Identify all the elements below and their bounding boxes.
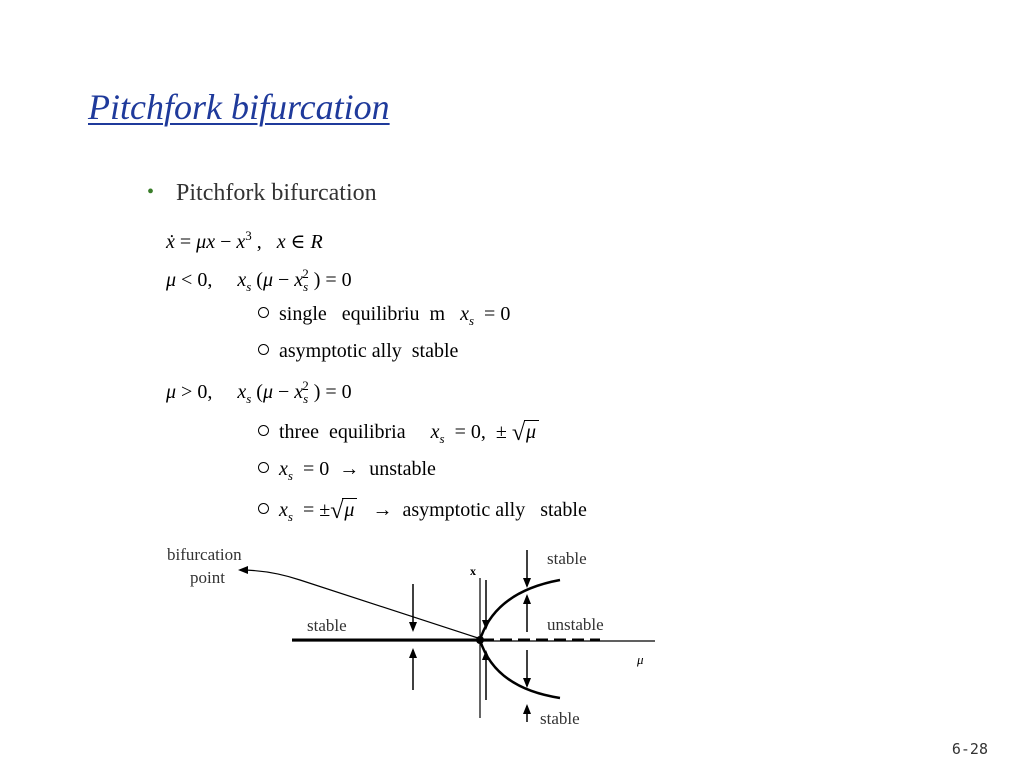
- stable-top-label: stable: [547, 549, 587, 568]
- x-axis-label: x: [470, 564, 476, 578]
- case2-item-1: three equilibria $x_s = 0$, ± √μ: [258, 420, 539, 447]
- case1-item-2: asymptotic ally stable: [258, 340, 458, 363]
- case2-item-3: $x_s = \pm√\mu$ → asymptotic ally stable: [258, 498, 587, 525]
- case2-equation: μ > 0, $x_s$ ($\mu - x_s^2$ ) = 0: [166, 378, 352, 406]
- page-title: Pitchfork bifurcation: [88, 87, 390, 127]
- stable-bottom-label: stable: [540, 709, 580, 728]
- bullet-text: Pitchfork bifurcation: [176, 180, 377, 206]
- page-number: 6-28: [951, 740, 988, 758]
- bifurcation-pointer-arrow: [240, 570, 478, 638]
- case2-item-2: $x_s = 0$ → unstable: [258, 458, 436, 484]
- bullet-dot: •: [147, 181, 155, 203]
- bifurcation-label-line2: point: [190, 568, 225, 587]
- bifurcation-label-line1: bifurcation: [167, 545, 242, 564]
- ode-equation: ẋ = $\mu x - x^3$ , x ∈ R: [166, 228, 323, 253]
- stable-left-label: stable: [307, 616, 347, 635]
- case1-item-1: single equilibriu m $x_s = 0$: [258, 303, 510, 329]
- unstable-label: unstable: [547, 615, 604, 634]
- stable-branch-lower: [480, 640, 560, 698]
- mu-axis-label: μ: [637, 652, 644, 667]
- case1-equation: μ < 0, $x_s$ ($\mu - x_s^2$ ) = 0: [166, 266, 352, 294]
